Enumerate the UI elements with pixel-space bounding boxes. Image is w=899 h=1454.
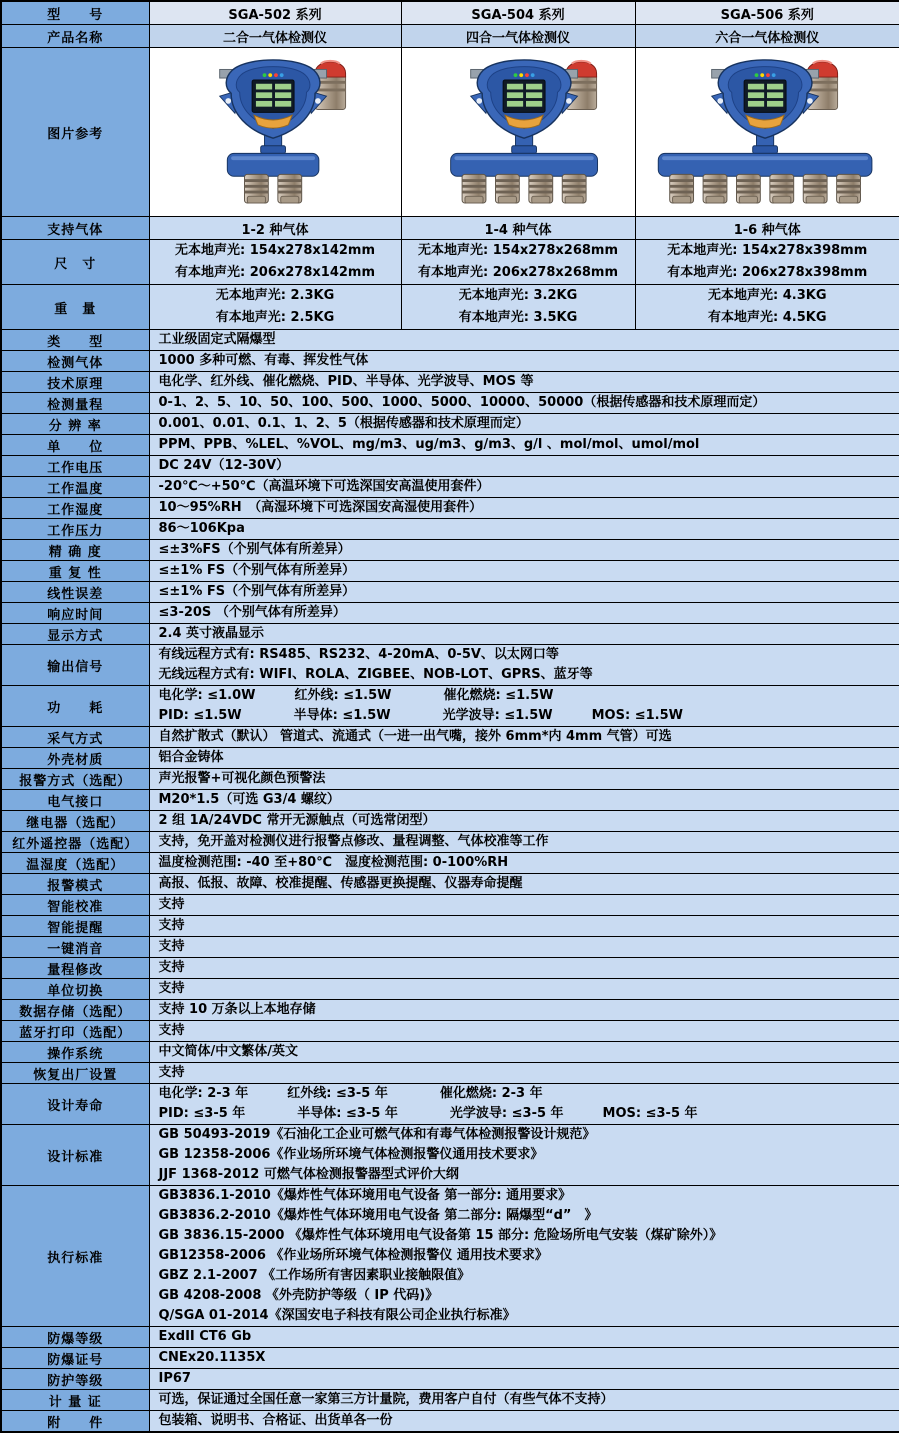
spec-value xyxy=(149,979,899,1000)
spec-row xyxy=(1,1390,899,1411)
spec-value-line: IP67 xyxy=(158,1371,191,1386)
spec-label: 防护等级 xyxy=(1,1369,149,1390)
spec-value xyxy=(149,624,899,645)
spec-value-line: 自然扩散式（默认） 管道式、流通式（一进一出气嘴，接外 6mm*内 4mm 气管）可选 xyxy=(158,729,672,744)
spec-row xyxy=(1,979,899,1000)
spec-row xyxy=(1,811,899,832)
product-image-cell-3 xyxy=(635,48,899,217)
spec-value xyxy=(149,645,899,686)
spec-label: 一键消音 xyxy=(1,937,149,958)
spec-label: 防爆证号 xyxy=(1,1348,149,1369)
spec-value xyxy=(149,435,899,456)
gas-detector-6-sensor-illustration xyxy=(643,54,891,207)
spec-value xyxy=(149,1186,899,1327)
spec-value xyxy=(149,1042,899,1063)
spec-row xyxy=(1,1348,899,1369)
product-name-2: 四合一气体检测仪 xyxy=(401,25,635,48)
gas-detector-4-sensor-illustration xyxy=(402,54,636,207)
spec-value-line: 10～95%RH （高湿环境下可选深国安高湿使用套件） xyxy=(158,500,483,515)
model-sga-504: SGA-504 系列 xyxy=(401,1,635,25)
spec-value-line: 0.001、0.01、0.1、1、2、5（根据传感器和技术原理而定） xyxy=(158,416,529,431)
spec-value-line: Q/SGA 01-2014《深国安电子科技有限公司企业执行标准》 xyxy=(158,1308,516,1323)
sensor-cylinder xyxy=(562,174,586,203)
gas-detector-2-sensor-illustration xyxy=(151,54,399,207)
detector-head xyxy=(470,59,577,137)
spec-value-line: 支持 xyxy=(158,918,185,933)
spec-label: 重 复 性 xyxy=(1,561,149,582)
spec-value xyxy=(149,916,899,937)
spec-value-line: 声光报警+可视化颜色预警法 xyxy=(158,771,326,786)
spec-row xyxy=(1,456,899,477)
spec-label: 量程修改 xyxy=(1,958,149,979)
spec-value-line: ≤±1% FS（个别气体有所差异） xyxy=(158,584,356,599)
spec-value-line: ExdII CT6 Gb xyxy=(158,1329,252,1344)
spec-value-line: M20*1.5（可选 G3/4 螺纹） xyxy=(158,792,340,807)
spec-value xyxy=(149,603,899,624)
spec-value-line: 0-1、2、5、10、50、100、500、1000、5000、10000、50000（根据传感器和技术原理而定） xyxy=(158,395,766,410)
sensor-cylinder xyxy=(244,174,268,203)
spec-row xyxy=(1,540,899,561)
supported-gases-3: 1-6 种气体 xyxy=(635,217,899,240)
supported-gases-2: 1-4 种气体 xyxy=(401,217,635,240)
spec-label: 温湿度（选配） xyxy=(1,853,149,874)
spec-label: 防爆等级 xyxy=(1,1327,149,1348)
sensor-cylinder xyxy=(462,174,486,203)
spec-value xyxy=(149,811,899,832)
spec-row xyxy=(1,624,899,645)
spec-label: 精 确 度 xyxy=(1,540,149,561)
weight-2 xyxy=(401,285,635,330)
spec-value xyxy=(149,540,899,561)
spec-row xyxy=(1,832,899,853)
spec-value xyxy=(149,686,899,727)
spec-label: 显示方式 xyxy=(1,624,149,645)
spec-row xyxy=(1,937,899,958)
spec-label: 外壳材质 xyxy=(1,748,149,769)
spec-value-line: 无线远程方式有: WIFI、ROLA、ZIGBEE、NOB-LOT、GPRS、蓝牙等 xyxy=(158,667,593,682)
spec-value-line: ≤±1% FS（个别气体有所差异） xyxy=(158,563,356,578)
spec-value-line: 包装箱、说明书、合格证、出货单各一份 xyxy=(158,1413,393,1428)
spec-value-line: 2.4 英寸液晶显示 xyxy=(158,626,265,641)
model-sga-502: SGA-502 系列 xyxy=(149,1,401,25)
spec-value-line: GB 12358-2006《作业场所环境气体检测报警仪通用技术要求》 xyxy=(158,1147,544,1162)
spec-label: 操作系统 xyxy=(1,1042,149,1063)
spec-value xyxy=(149,832,899,853)
image-label: 图片参考 xyxy=(1,48,149,217)
spec-value-line: 可选，保证通过全国任意一家第三方计量院，费用客户自付（有些气体不支持） xyxy=(158,1392,614,1407)
spec-value-line: GB 50493-2019《石油化工企业可燃气体和有毒气体检测报警设计规范》 xyxy=(158,1127,596,1142)
spec-value xyxy=(149,519,899,540)
size-row xyxy=(1,240,899,285)
spec-label: 单 位 xyxy=(1,435,149,456)
spec-label: 计 量 证 xyxy=(1,1390,149,1411)
size-no-alarm: 无本地声光: 154x278x142mm xyxy=(175,243,375,258)
sensor-cylinder xyxy=(495,174,519,203)
supported-gases-1: 1-2 种气体 xyxy=(149,217,401,240)
weight-1 xyxy=(149,285,401,330)
spec-label: 线性误差 xyxy=(1,582,149,603)
spec-value xyxy=(149,769,899,790)
sensor-cylinder xyxy=(528,174,552,203)
size-no-alarm: 无本地声光: 154x278x268mm xyxy=(418,243,618,258)
spec-label: 蓝牙打印（选配） xyxy=(1,1021,149,1042)
spec-row xyxy=(1,790,899,811)
spec-value xyxy=(149,351,899,372)
spec-label: 报警方式（选配） xyxy=(1,769,149,790)
spec-row xyxy=(1,414,899,435)
spec-value xyxy=(149,477,899,498)
detector-head xyxy=(220,59,327,137)
spec-row xyxy=(1,748,899,769)
spec-value-line: 1000 多种可燃、有毒、挥发性气体 xyxy=(158,353,369,368)
spec-label: 响应时间 xyxy=(1,603,149,624)
spec-value xyxy=(149,1021,899,1042)
spec-label: 工作湿度 xyxy=(1,498,149,519)
spec-value xyxy=(149,1369,899,1390)
spec-row xyxy=(1,1021,899,1042)
spec-value-line: PPM、PPB、%LEL、%VOL、mg/m3、ug/m3、g/m3、g/l 、mol/mol、umol/mol xyxy=(158,437,700,452)
spec-value-line: 支持 xyxy=(158,981,185,996)
spec-row xyxy=(1,519,899,540)
spec-value xyxy=(149,330,899,351)
spec-value-line: 支持，免开盖对检测仪进行报警点修改、量程调整、气体校准等工作 xyxy=(158,834,549,849)
spec-value-line: GBZ 2.1-2007 《工作场所有害因素职业接触限值》 xyxy=(158,1268,471,1283)
weight-with-alarm: 有本地声光: 3.5KG xyxy=(458,310,578,325)
spec-row xyxy=(1,895,899,916)
spec-value-line: 有线远程方式有: RS485、RS232、4-20mA、0-5V、以太网口等 xyxy=(158,647,559,662)
spec-label: 功 耗 xyxy=(1,686,149,727)
spec-label: 附 件 xyxy=(1,1411,149,1433)
spec-label: 设计寿命 xyxy=(1,1084,149,1125)
spec-row xyxy=(1,769,899,790)
weight-3 xyxy=(635,285,899,330)
model-row xyxy=(1,1,899,25)
size-no-alarm: 无本地声光: 154x278x398mm xyxy=(667,243,868,258)
spec-value-line: DC 24V（12-30V） xyxy=(158,458,290,473)
spec-value-line: 支持 xyxy=(158,897,185,912)
spec-value-line: -20℃～+50℃（高温环境下可选深国安高温使用套件） xyxy=(158,479,490,494)
spec-value xyxy=(149,1411,899,1433)
sensor-cylinder xyxy=(737,174,761,203)
spec-row xyxy=(1,351,899,372)
spec-label: 单位切换 xyxy=(1,979,149,1000)
spec-row xyxy=(1,958,899,979)
spec-value-line: 支持 xyxy=(158,960,185,975)
spec-value xyxy=(149,1327,899,1348)
spec-row xyxy=(1,1084,899,1125)
spec-value-line: PID: ≤3-5 年 半导体: ≤3-5 年 光学波导: ≤3-5 年 MOS: ≤3-5 年 xyxy=(158,1106,698,1121)
spec-label: 检测气体 xyxy=(1,351,149,372)
spec-value-line: 支持 xyxy=(158,1023,185,1038)
spec-row xyxy=(1,645,899,686)
weight-with-alarm: 有本地声光: 2.5KG xyxy=(215,310,335,325)
weight-row xyxy=(1,285,899,330)
spec-value xyxy=(149,790,899,811)
spec-value xyxy=(149,372,899,393)
size-with-alarm: 有本地声光: 206x278x398mm xyxy=(667,265,868,280)
spec-value xyxy=(149,393,899,414)
spec-label: 数据存储（选配） xyxy=(1,1000,149,1021)
spec-value xyxy=(149,1063,899,1084)
spec-row xyxy=(1,435,899,456)
spec-value-line: ≤3-20S （个别气体有所差异） xyxy=(158,605,346,620)
spec-row xyxy=(1,1125,899,1186)
product-name-label: 产品名称 xyxy=(1,25,149,48)
spec-value xyxy=(149,874,899,895)
spec-value xyxy=(149,456,899,477)
spec-row xyxy=(1,1000,899,1021)
spec-value-line: 支持 xyxy=(158,1065,185,1080)
sensor-cylinder xyxy=(703,174,727,203)
spec-value-line: GB3836.1-2010《爆炸性气体环境用电气设备 第一部分: 通用要求》 xyxy=(158,1188,572,1203)
sensor-cylinder xyxy=(278,174,302,203)
spec-label: 恢复出厂设置 xyxy=(1,1063,149,1084)
spec-value-line: 高报、低报、故障、校准提醒、传感器更换提醒、仪器寿命提醒 xyxy=(158,876,523,891)
spec-value xyxy=(149,1125,899,1186)
spec-row xyxy=(1,1327,899,1348)
spec-label: 工作温度 xyxy=(1,477,149,498)
spec-label: 继电器（选配） xyxy=(1,811,149,832)
model-sga-506: SGA-506 系列 xyxy=(635,1,899,25)
spec-value-line: 支持 10 万条以上本地存储 xyxy=(158,1002,316,1017)
product-name-3: 六合一气体检测仪 xyxy=(635,25,899,48)
spec-row xyxy=(1,393,899,414)
product-image-cell-1 xyxy=(149,48,401,217)
spec-value xyxy=(149,1000,899,1021)
spec-row xyxy=(1,477,899,498)
spec-value-line: GB3836.2-2010《爆炸性气体环境用电气设备 第二部分: 隔爆型“d” 》 xyxy=(158,1208,598,1223)
spec-value-line: GB12358-2006 《作业场所环境气体检测报警仪 通用技术要求》 xyxy=(158,1248,548,1263)
spec-value xyxy=(149,1084,899,1125)
sensor-cylinder xyxy=(803,174,827,203)
spec-label: 报警模式 xyxy=(1,874,149,895)
spec-label: 采气方式 xyxy=(1,727,149,748)
spec-label: 智能提醒 xyxy=(1,916,149,937)
spec-label: 输出信号 xyxy=(1,645,149,686)
spec-label: 设计标准 xyxy=(1,1125,149,1186)
product-image-cell-2 xyxy=(401,48,635,217)
model-label: 型 号 xyxy=(1,1,149,25)
spec-row xyxy=(1,582,899,603)
spec-value xyxy=(149,748,899,769)
spec-row xyxy=(1,1411,899,1433)
spec-value xyxy=(149,582,899,603)
spec-row xyxy=(1,1369,899,1390)
spec-row xyxy=(1,561,899,582)
spec-label: 类 型 xyxy=(1,330,149,351)
weight-with-alarm: 有本地声光: 4.5KG xyxy=(708,310,827,325)
size-with-alarm: 有本地声光: 206x278x142mm xyxy=(175,265,375,280)
spec-value-line: 中文简体/中文繁体/英文 xyxy=(158,1044,298,1059)
spec-value-line: 电化学、红外线、催化燃烧、PID、半导体、光学波导、MOS 等 xyxy=(158,374,534,389)
spec-value-line: PID: ≤1.5W 半导体: ≤1.5W 光学波导: ≤1.5W MOS: ≤1.5W xyxy=(158,708,683,723)
size-with-alarm: 有本地声光: 206x278x268mm xyxy=(418,265,618,280)
spec-row xyxy=(1,874,899,895)
spec-value-line: 86～106Kpa xyxy=(158,521,245,536)
spec-row xyxy=(1,330,899,351)
spec-row xyxy=(1,916,899,937)
spec-value xyxy=(149,895,899,916)
supported-gases-row xyxy=(1,217,899,240)
spec-value xyxy=(149,853,899,874)
supported-gases-label: 支持气体 xyxy=(1,217,149,240)
spec-label: 分 辨 率 xyxy=(1,414,149,435)
spec-value xyxy=(149,1390,899,1411)
spec-value xyxy=(149,937,899,958)
sensor-cylinder xyxy=(670,174,694,203)
spec-label: 工作压力 xyxy=(1,519,149,540)
size-1 xyxy=(149,240,401,285)
image-row xyxy=(1,48,899,217)
detector-head xyxy=(712,59,819,137)
spec-value xyxy=(149,414,899,435)
spec-row xyxy=(1,498,899,519)
spec-row xyxy=(1,1063,899,1084)
sensor-cylinder xyxy=(837,174,861,203)
spec-value-line: 2 组 1A/24VDC 常开无源触点（可选常闭型） xyxy=(158,813,436,828)
spec-value-line: 温度检测范围: -40 至+80℃ 湿度检测范围: 0-100%RH xyxy=(158,855,509,870)
spec-value-line: CNEx20.1135X xyxy=(158,1350,266,1365)
spec-label: 执行标准 xyxy=(1,1186,149,1327)
spec-value-line: ≤±3%FS（个别气体有所差异） xyxy=(158,542,351,557)
spec-label: 电气接口 xyxy=(1,790,149,811)
spec-row xyxy=(1,372,899,393)
size-3 xyxy=(635,240,899,285)
spec-value xyxy=(149,498,899,519)
spec-value xyxy=(149,561,899,582)
spec-value-line: 工业级固定式隔爆型 xyxy=(158,332,276,347)
spec-row xyxy=(1,727,899,748)
spec-value-line: 电化学: 2-3 年 红外线: ≤3-5 年 催化燃烧: 2-3 年 xyxy=(158,1086,543,1101)
spec-value xyxy=(149,1348,899,1369)
weight-label: 重 量 xyxy=(1,285,149,330)
weight-no-alarm: 无本地声光: 3.2KG xyxy=(458,288,578,303)
spec-label: 智能校准 xyxy=(1,895,149,916)
product-name-1: 二合一气体检测仪 xyxy=(149,25,401,48)
spec-value-line: JJF 1368-2012 可燃气体检测报警器型式评价大纲 xyxy=(158,1167,459,1182)
spec-label: 检测量程 xyxy=(1,393,149,414)
spec-value xyxy=(149,958,899,979)
spec-row xyxy=(1,603,899,624)
spec-row xyxy=(1,686,899,727)
spec-value xyxy=(149,727,899,748)
spec-label: 红外遥控器（选配） xyxy=(1,832,149,853)
spec-label: 技术原理 xyxy=(1,372,149,393)
spec-value-line: 电化学: ≤1.0W 红外线: ≤1.5W 催化燃烧: ≤1.5W xyxy=(158,688,554,703)
spec-value-line: 铝合金铸体 xyxy=(158,750,224,765)
spec-row xyxy=(1,1186,899,1327)
size-2 xyxy=(401,240,635,285)
product-name-row xyxy=(1,25,899,48)
spec-label: 工作电压 xyxy=(1,456,149,477)
spec-value-line: GB 3836.15-2000 《爆炸性气体环境用电气设备第 15 部分: 危险场所电气安装（煤矿除外）》 xyxy=(158,1228,723,1243)
spec-value-line: GB 4208-2008 《外壳防护等级（ IP 代码)》 xyxy=(158,1288,439,1303)
spec-row xyxy=(1,853,899,874)
spec-value-line: 支持 xyxy=(158,939,185,954)
weight-no-alarm: 无本地声光: 4.3KG xyxy=(708,288,827,303)
size-label: 尺 寸 xyxy=(1,240,149,285)
weight-no-alarm: 无本地声光: 2.3KG xyxy=(215,288,335,303)
spec-row xyxy=(1,1042,899,1063)
sensor-cylinder xyxy=(770,174,794,203)
